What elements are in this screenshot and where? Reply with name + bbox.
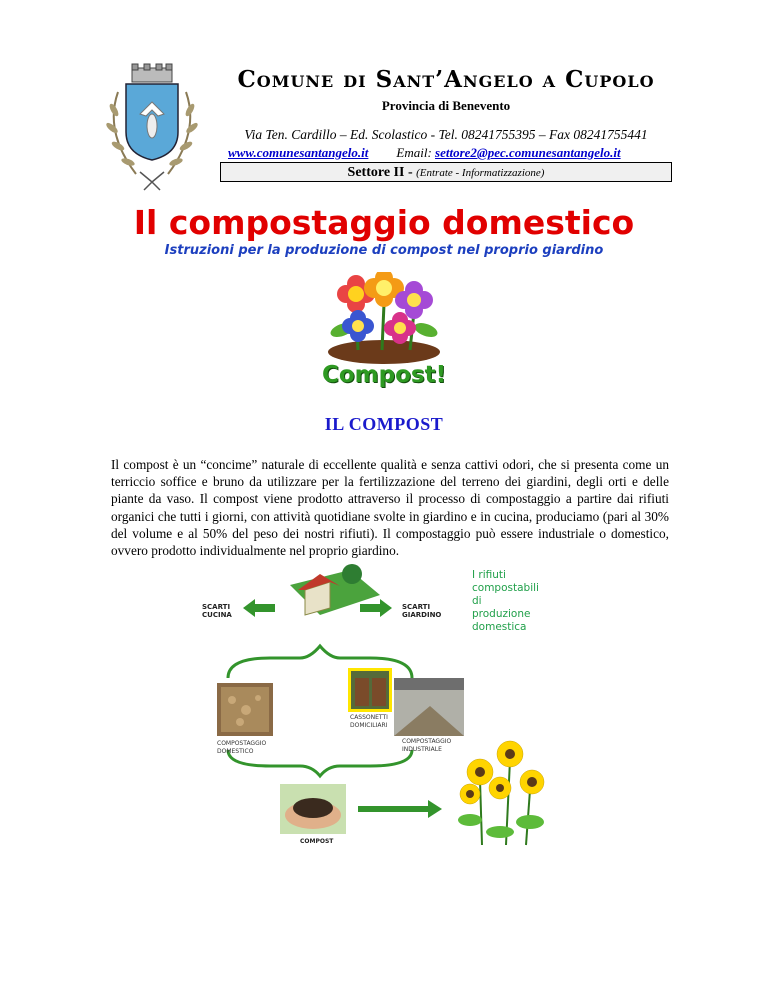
label-scarti-cucina: SCARTI CUCINA xyxy=(202,603,232,619)
province-name: Provincia di Benevento xyxy=(381,98,511,113)
compost-logo-text: Compost! xyxy=(322,362,447,388)
contact-line xyxy=(228,145,672,161)
sector-box xyxy=(220,162,672,182)
municipality-title: Comune di Sant’Angelo a Cupolo xyxy=(237,66,655,93)
label-compost: COMPOST xyxy=(300,838,334,845)
sector-label: Settore II - xyxy=(347,165,413,180)
website-link[interactable]: www.comunesantangelo.it xyxy=(228,145,369,160)
document-subtitle: Istruzioni per la produzione di compost nel proprio giardino xyxy=(164,243,604,258)
email-label: Email: xyxy=(396,145,432,160)
label-scarti-giardino: SCARTI GIARDINO xyxy=(402,603,442,619)
label-compostaggio-industriale: COMPOSTAGGIO INDUSTRIALE xyxy=(402,738,452,753)
email-link[interactable]: settore2@pec.comunesantangelo.it xyxy=(435,145,621,160)
sector-detail: (Entrate - Informatizzazione) xyxy=(416,167,545,179)
label-compostaggio-domestico: COMPOSTAGGIO DOMESTICO xyxy=(217,740,267,755)
diagram-caption: I rifiuti compostabili di produzione domestica xyxy=(472,569,539,633)
section-heading: IL COMPOST xyxy=(324,414,444,434)
intro-paragraph: Il compost è un “concime” naturale di eccellente qualità e senza cattivi odori, che si presenta come un terriccio soffice e bruno da utilizzare per la fertilizzazione del terreno dei giardini, degli orti e delle piante da vaso. Il compost viene prodotto attraverso il processo di compostaggio a partire dai rifiuti organici che tutti i giorni, con attività quotidiane svolte in giardino e in cucina, produciamo (pari al 30% del volume e al 50% del peso dei nostri rifiuti). Il compostaggio può essere industriale o domestico, ovvero prodotto individualmente nel proprio giardino. xyxy=(111,457,669,559)
address-line: Via Ten. Cardillo – Ed. Scolastico - Tel. 08241755395 – Fax 08241755441 xyxy=(244,127,648,142)
document-title: Il compostaggio domestico xyxy=(133,203,635,242)
label-cassonetti: CASSONETTI DOMICILIARI xyxy=(350,714,388,729)
municipal-crest-icon xyxy=(96,62,208,192)
